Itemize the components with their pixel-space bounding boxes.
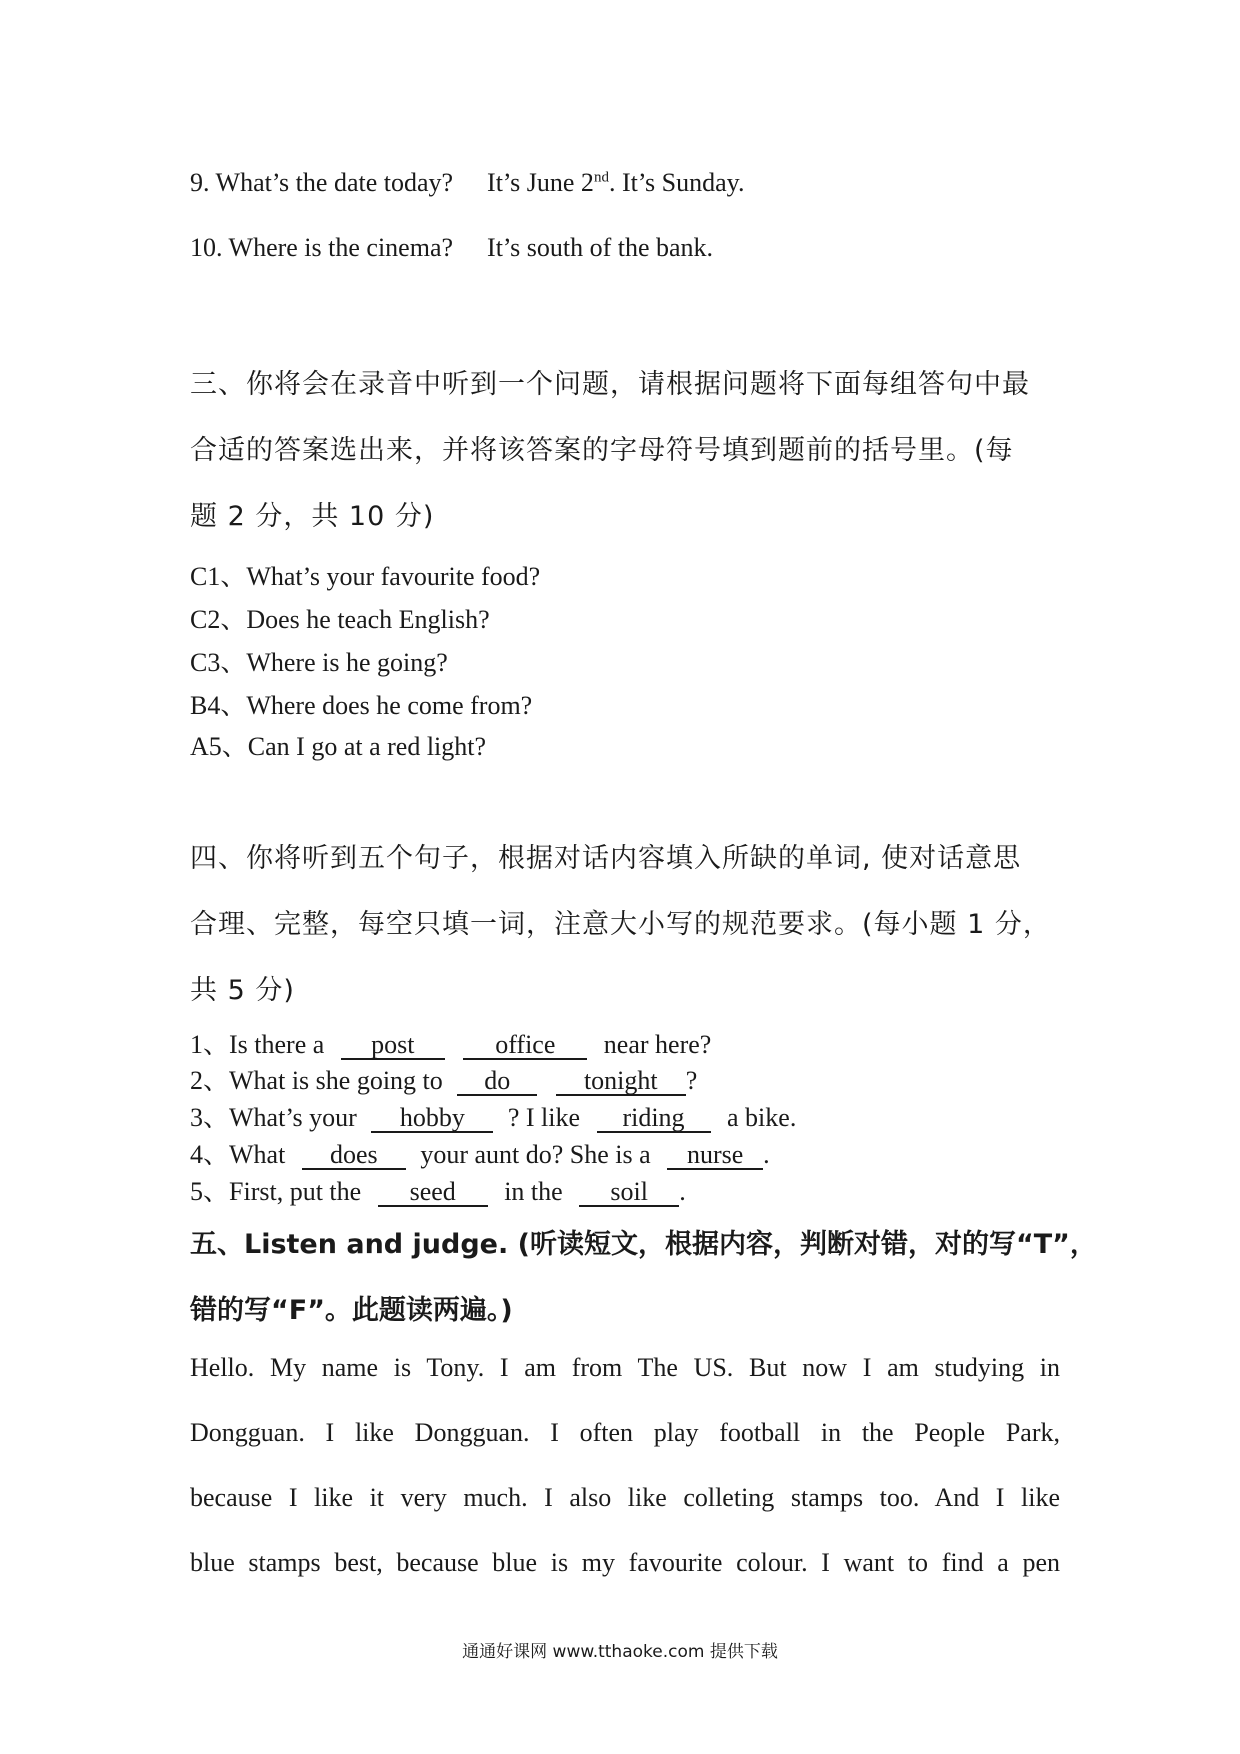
page-footer: 通通好课网 www.tthaoke.com 提供下载 xyxy=(462,1642,778,1662)
answer-text-tail: . It’s Sunday. xyxy=(608,168,745,197)
section3-heading-line-3: 题 2 分，共 10 分) xyxy=(190,501,435,532)
section4-item-5: 5、First, put the seed in the soil . xyxy=(190,1177,686,1206)
passage-line-1: Hello. My name is Tony. I am from The US. But now I am studying in xyxy=(190,1353,1060,1382)
question-9 xyxy=(190,168,744,198)
section3-item-3: C3、Where is he going? xyxy=(190,648,448,677)
answer-blank: hobby xyxy=(371,1104,493,1133)
question-10 xyxy=(190,233,713,263)
section3-item-4: B4、Where does he come from? xyxy=(190,691,533,720)
section4-heading-line-3: 共 5 分) xyxy=(190,975,295,1006)
ordinal-suffix: nd xyxy=(593,169,609,186)
answer-blank: tonight xyxy=(556,1067,686,1096)
section3-heading-line-2: 合适的答案选出来，并将该答案的字母符号填到题前的括号里。(每 xyxy=(190,435,1014,466)
section3-heading-line-1: 三、你将会在录音中听到一个问题，请根据问题将下面每组答句中最 xyxy=(190,369,1030,400)
section4-item-1: 1、Is there a post office near here? xyxy=(190,1030,712,1059)
section4-item-3: 3、What’s your hobby ? I like riding a bike. xyxy=(190,1103,797,1132)
answer-text: It’s south of the bank. xyxy=(487,233,714,262)
answer-blank: nurse xyxy=(667,1141,763,1170)
answer-blank: do xyxy=(457,1067,537,1096)
section5-heading-line-2: 错的写“F”。此题读两遍。) xyxy=(190,1295,513,1326)
answer-text: It’s June 2 xyxy=(487,168,594,197)
question-text: 10. Where is the cinema? xyxy=(190,233,454,262)
passage-line-3: because I like it very much. I also like colleting stamps too. And I like xyxy=(190,1483,1060,1512)
section4-item-2: 2、What is she going to do tonight ? xyxy=(190,1066,698,1095)
passage-line-4: blue stamps best, because blue is my favourite colour. I want to find a pen xyxy=(190,1548,1060,1577)
passage-line-2: Dongguan. I like Dongguan. I often play football in the People Park, xyxy=(190,1418,1060,1447)
answer-blank: seed xyxy=(378,1178,488,1207)
answer-blank: post xyxy=(341,1031,445,1060)
section3-item-1: C1、What’s your favourite food? xyxy=(190,562,541,591)
answer-blank: soil xyxy=(579,1178,679,1207)
section4-heading-line-2: 合理、完整，每空只填一词，注意大小写的规范要求。(每小题 1 分， xyxy=(190,909,1051,940)
section4-heading-line-1: 四、你将听到五个句子，根据对话内容填入所缺的单词, 使对话意思 xyxy=(190,843,1022,874)
section4-item-4: 4、What does your aunt do? She is a nurse . xyxy=(190,1140,770,1169)
answer-blank: office xyxy=(463,1031,587,1060)
answer-blank: does xyxy=(302,1141,406,1170)
answer-blank: riding xyxy=(597,1104,711,1133)
section3-item-2: C2、Does he teach English? xyxy=(190,605,490,634)
section3-item-5: A5、Can I go at a red light? xyxy=(190,732,487,761)
section5-heading-line-1: 五、Listen and judge. (听读短文，根据内容，判断对错，对的写“T”， xyxy=(190,1229,1097,1260)
question-text: 9. What’s the date today? xyxy=(190,168,454,197)
